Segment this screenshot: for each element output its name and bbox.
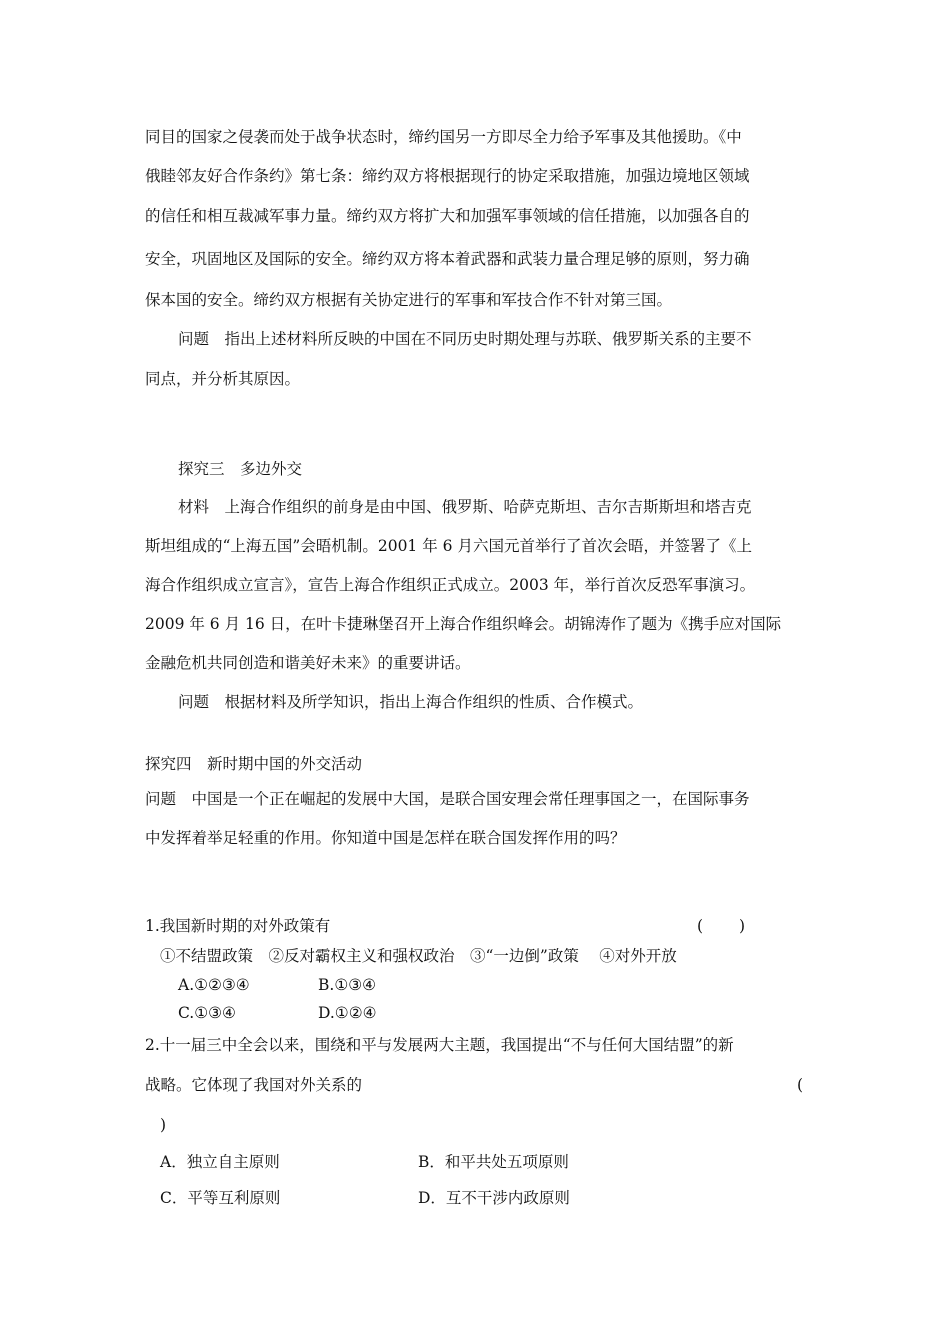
material-line: 2009 年 6 月 16 日，在叶卡捷琳堡召开上海合作组织峰会。胡锦涛作了题为《携手应对国际 xyxy=(145,615,782,633)
material-line: 俄睦邻友好合作条约》第七条：缔约双方将根据现行的协定采取措施，加强边境地区领域 xyxy=(145,167,750,185)
material-line: 安全，巩固地区及国际的安全。缔约双方将本着武器和武装力量合理足够的原则，努力确 xyxy=(145,250,750,268)
answer-bracket-open: ( xyxy=(797,1076,804,1094)
material-line: 金融危机共同创造和谐美好未来》的重要讲话。 xyxy=(145,654,471,672)
option-a: A．独立自主原则 xyxy=(160,1153,280,1171)
question-line: 问题 中国是一个正在崛起的发展中大国，是联合国安理会常任理事国之一，在国际事务 xyxy=(145,790,750,808)
option-d: D.①②④ xyxy=(318,1004,377,1022)
material-line: 保本国的安全。缔约双方根据有关协定进行的军事和军技合作不针对第三国。 xyxy=(145,291,673,309)
material-line: 的信任和相互裁减军事力量。缔约双方将扩大和加强军事领域的信任措施，以加强各自的 xyxy=(145,207,750,225)
question-line: 问题 指出上述材料所反映的中国在不同历史时期处理与苏联、俄罗斯关系的主要不 xyxy=(178,330,752,348)
material-line: 斯坦组成的“上海五国”会晤机制。2001 年 6 月六国元首举行了首次会晤，并签署了《上 xyxy=(145,537,752,555)
option-b: B．和平共处五项原则 xyxy=(418,1153,569,1171)
option-a: A.①②③④ xyxy=(178,976,250,994)
section-heading: 探究三 多边外交 xyxy=(178,460,303,478)
option-c: C.①③④ xyxy=(178,1004,236,1022)
exercise-stem: 2.十一届三中全会以来，围绕和平与发展两大主题，我国提出“不与任何大国结盟”的新 xyxy=(145,1036,734,1054)
option-c: C．平等互利原则 xyxy=(160,1189,281,1207)
option-b: B.①③④ xyxy=(318,976,377,994)
answer-bracket: ( ) xyxy=(697,917,746,935)
material-line: 同目的国家之侵袭而处于战争状态时，缔约国另一方即尽全力给予军事及其他援助。《中 xyxy=(145,128,742,146)
exercise-stem: 1.我国新时期的对外政策有 xyxy=(145,917,331,935)
material-line: 海合作组织成立宣言》，宣告上海合作组织正式成立。2003 年，举行首次反恐军事演习。 xyxy=(145,576,756,594)
question-line: 问题 根据材料及所学知识，指出上海合作组织的性质、合作模式。 xyxy=(178,693,644,711)
exercise-stem: 战略。它体现了我国对外关系的 xyxy=(145,1076,363,1094)
option-d: D．互不干涉内政原则 xyxy=(418,1189,570,1207)
answer-bracket-close: ) xyxy=(160,1116,167,1134)
material-line: 材料 上海合作组织的前身是由中国、俄罗斯、哈萨克斯坦、吉尔吉斯斯坦和塔吉克 xyxy=(178,498,752,516)
question-line: 同点，并分析其原因。 xyxy=(145,370,301,388)
question-line: 中发挥着举足轻重的作用。你知道中国是怎样在联合国发挥作用的吗？ xyxy=(145,829,626,847)
section-heading: 探究四 新时期中国的外交活动 xyxy=(145,755,363,773)
exercise-items: ①不结盟政策 ②反对霸权主义和强权政治 ③“一边倒”政策 ④对外开放 xyxy=(160,947,677,965)
